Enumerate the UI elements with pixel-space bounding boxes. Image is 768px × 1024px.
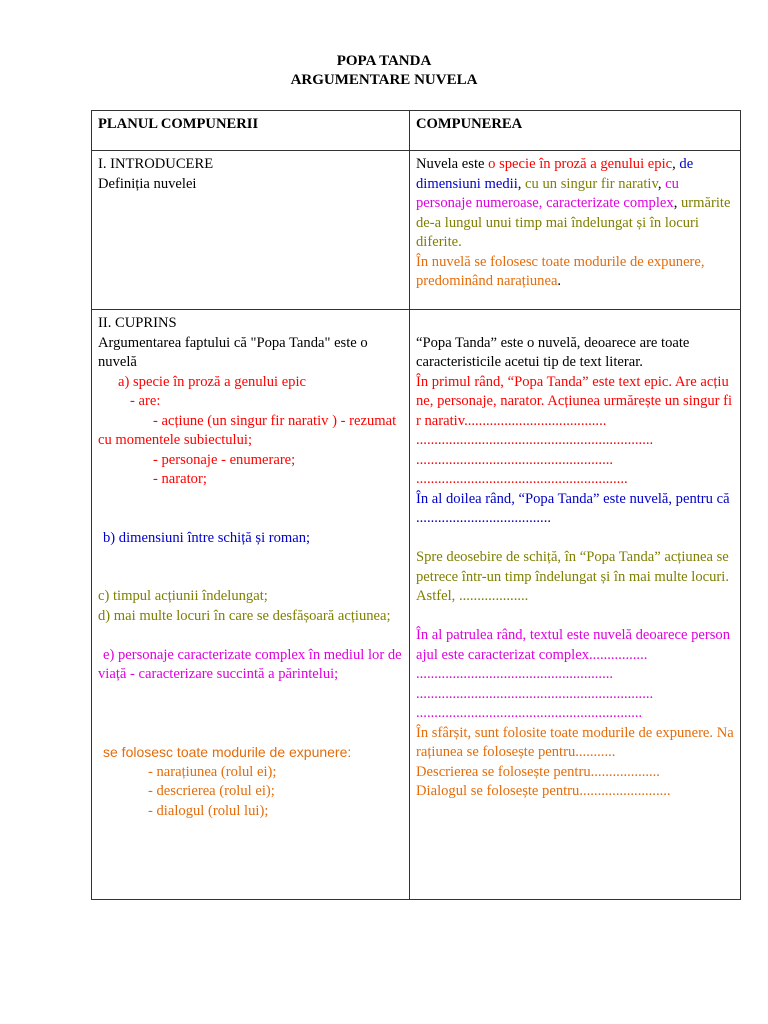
spacer: [416, 607, 734, 627]
plan-point-e: e) personaje caracterizate complex în mediul lor de viață - caracterizare succintă a părintelui;: [98, 646, 402, 682]
plan-point-b: b) dimensiuni între schiță și roman;: [103, 529, 311, 546]
intro-definition: Nuvela este o specie în proză a genului epic, de dimensiuni medii, cu un singur fir narativ, cu personaje numeroase, caracterizate complex, urmărite de-a lungul unui timp mai îndelungat și în locuri diferite.: [416, 156, 731, 250]
compunere-cuprins: [410, 310, 741, 900]
intro-expunere: [416, 253, 734, 292]
def-part-d: cu un singur fir narativ: [525, 175, 658, 192]
table-header-row: [92, 111, 741, 151]
fill-line-3: ..........................................................: [416, 471, 628, 487]
table-row-introducere: [92, 151, 741, 310]
plan-point-c: c) timpul acțiunii îndelungat;: [98, 588, 268, 604]
essay-intro: “Popa Tanda” este o nuvelă, deoarece are toate caracteristicile acetui tip de text literar.: [416, 334, 690, 370]
cuprins-argument: Argumentarea faptului că "Popa Tanda" este o nuvelă: [98, 334, 368, 370]
plan-point-expunere: se folosesc toate modurile de expunere:: [103, 744, 352, 760]
spacer: [98, 568, 403, 588]
plan-point-actiune: - acțiune (un singur fir narativ ) - rezumat cu momentele subiectului;: [98, 412, 397, 448]
def-part-c: de dimensiuni medii: [416, 156, 694, 192]
essay-paragraph-4: În al patrulea rând, textul este nuvelă deoarece personajul este caracterizat complex................: [416, 627, 731, 663]
compunere-introducere: [410, 151, 741, 310]
plan-point-dialogul: - dialogul (rolul lui);: [148, 802, 269, 819]
spacer: [98, 548, 403, 568]
plan-cuprins: [92, 310, 410, 900]
fill-line-2: ......................................................: [416, 451, 614, 468]
spacer: [98, 490, 403, 510]
def-part-h: .: [557, 273, 562, 289]
def-part-f: urmărite de-a lungul unui timp mai îndelungat și în locuri diferite.: [416, 195, 731, 250]
spacer: [98, 704, 403, 724]
plan-point-descrierea: - descrierea (rolul ei);: [148, 783, 275, 799]
plan-point-d: d) mai multe locuri în care se desfășoară acțiunea;: [98, 607, 391, 624]
spacer: [98, 509, 403, 529]
header-compunere: COMPUNEREA: [410, 111, 741, 151]
intro-subheading: Definiția nuvelei: [98, 175, 197, 192]
cuprins-heading: II. CUPRINS: [98, 315, 177, 331]
def-part-a: Nuvela este: [416, 156, 485, 172]
def-part-e: cu personaje numeroase, caracterizate complex: [416, 175, 679, 211]
plan-introducere: [92, 151, 410, 310]
document-subtitle: ARGUMENTARE NUVELA: [290, 72, 478, 88]
plan-point-a: a) specie în proză a genului epic: [118, 373, 307, 390]
plan-point-narator: - narator;: [153, 471, 207, 487]
composition-table: [91, 110, 741, 900]
document-title: POPA TANDA: [336, 53, 432, 69]
plan-point-are: - are:: [130, 393, 161, 409]
essay-paragraph-3: Spre deosebire de schiță, în “Popa Tanda” acțiunea se petrece într-un timp îndelungat și în mai multe locuri. Astfel, ...................: [416, 549, 729, 604]
fill-line-1: .................................................................: [416, 432, 654, 448]
header-plan: PLANUL COMPUNERII: [92, 111, 410, 151]
fill-line-5: .................................................................: [416, 685, 654, 702]
fill-line-4: ......................................................: [416, 666, 614, 682]
intro-heading: I. INTRODUCERE: [98, 156, 214, 172]
essay-paragraph-1: În primul rând, “Popa Tanda” este text epic. Are acțiune, personaje, narator. Acțiunea urmărește un singur fir narativ.......................................: [416, 373, 733, 429]
essay-paragraph-7: Dialogul se folosește pentru.........................: [416, 783, 671, 799]
essay-paragraph-5: În sfârșit, sunt folosite toate modurile de expunere. Narațiunea se folosește pentru...........: [416, 724, 734, 760]
table-row-cuprins: [92, 310, 741, 900]
essay-paragraph-2: În al doilea rând, “Popa Tanda” este nuvelă, pentru că .....................................: [416, 490, 730, 526]
spacer: [98, 626, 403, 646]
spacer: [98, 685, 403, 705]
spacer: [416, 529, 734, 549]
plan-point-naratiunea: - narațiunea (rolul ei);: [148, 763, 277, 780]
def-part-b: o specie în proză a genului epic: [488, 156, 673, 172]
def-part-g: În nuvelă se folosesc toate modurile de expunere, predominând narațiunea: [416, 253, 705, 289]
essay-paragraph-6: Descrierea se folosește pentru...................: [416, 763, 660, 780]
spacer: [416, 314, 734, 334]
plan-point-personaje: - personaje - enumerare;: [153, 451, 296, 468]
fill-line-6: ..............................................................: [416, 705, 643, 721]
spacer: [98, 724, 403, 744]
